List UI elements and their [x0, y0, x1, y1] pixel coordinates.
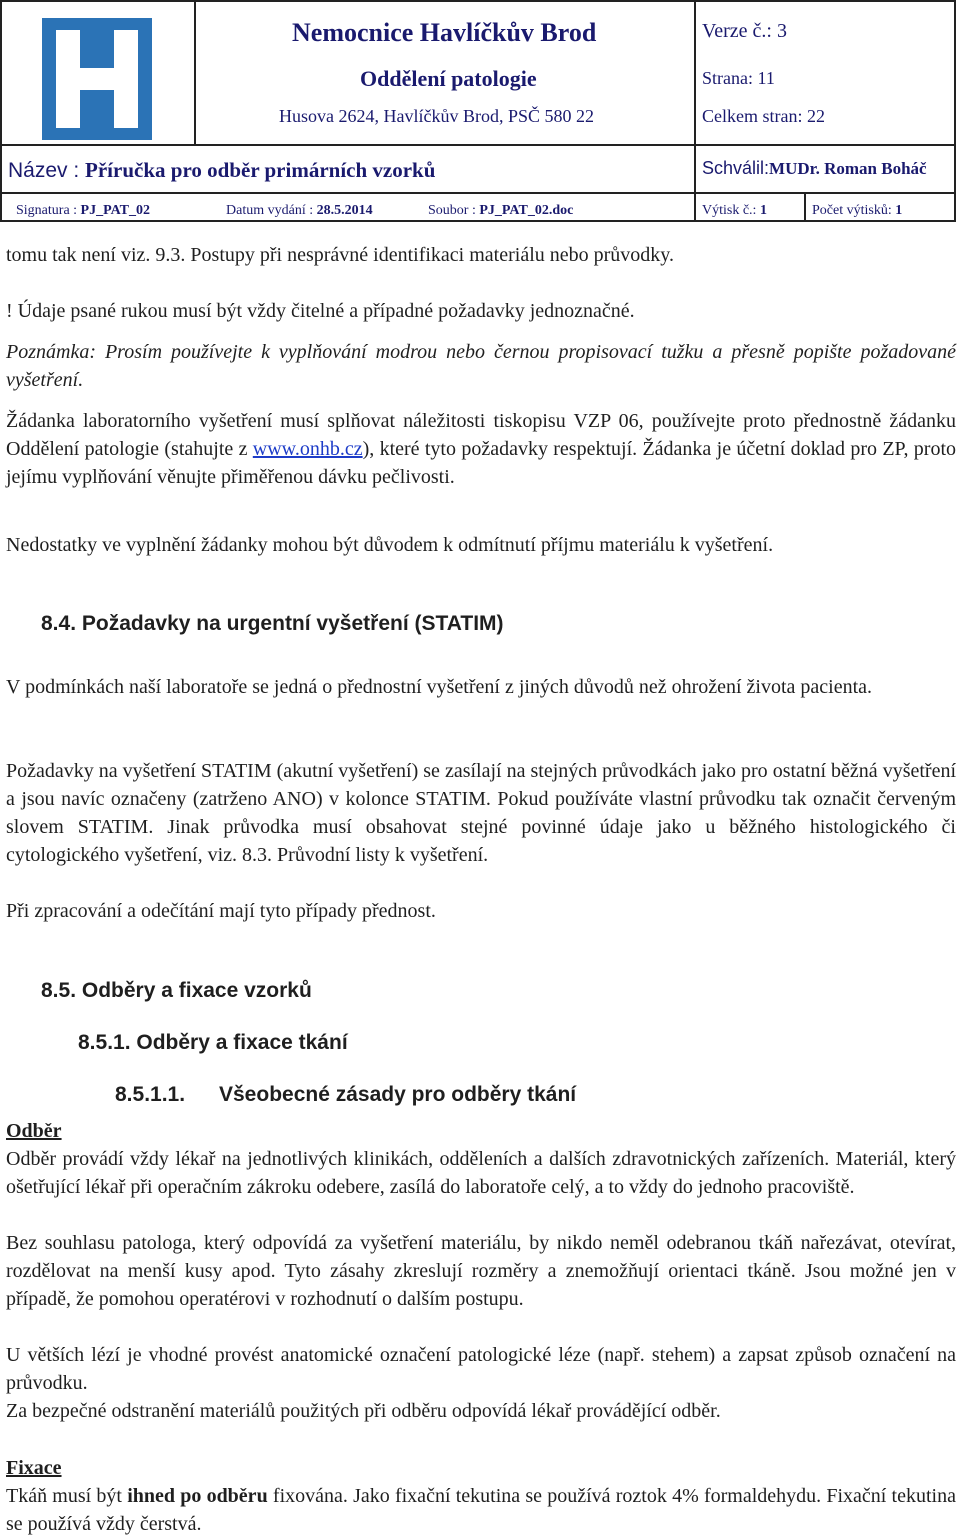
header-divider	[804, 192, 806, 220]
file-name-field: Soubor : PJ_PAT_02.doc	[428, 203, 574, 218]
paragraph: U větších lézí je vhodné provést anatomické označení patologické léze (např. stehem) a zapsat způsob označení na průvodku.	[6, 1344, 956, 1394]
approved-by-field: Schválil:MUDr. Roman Boháč	[702, 158, 927, 178]
paragraph: Nedostatky ve vyplnění žádanky mohou být důvodem k odmítnutí příjmu materiálu k vyšetření.	[6, 534, 774, 556]
subheading-odber: Odběr	[6, 1120, 62, 1142]
subheading-fixace: Fixace	[6, 1457, 62, 1479]
total-pages-field: Celkem stran: 22	[702, 106, 825, 126]
header-divider	[694, 2, 696, 220]
paragraph: Bez souhlasu patologa, který odpovídá za vyšetření materiálu, by nikdo neměl odebranou tkáň nařezávat, otevírat, rozdělovat na menší kusy apod. Tyto zásahy zkreslují rozměry a znemožňují orientaci tkáně. Jsou možné jen v případě, že pomohou operatérovi v rozhodnutí o dalším postupu.	[6, 1232, 956, 1310]
organization-name: Nemocnice Havlíčkův Brod	[292, 18, 597, 47]
page-number-field: Strana: 11	[702, 68, 775, 88]
print-count-field: Počet výtisků: 1	[812, 203, 903, 218]
paragraph: V podmínkách naší laboratoře se jedná o přednostní vyšetření z jiných důvodů než ohrožení života pacienta.	[6, 676, 873, 698]
hospital-logo	[42, 18, 152, 140]
website-link[interactable]: www.onhb.cz	[252, 438, 363, 460]
department-name: Oddělení patologie	[360, 66, 537, 91]
paragraph: tomu tak není viz. 9.3. Postupy při nesprávné identifikaci materiálu nebo průvodky.	[6, 244, 674, 266]
header-divider	[2, 144, 954, 146]
paragraph: Odběr provádí vždy lékař na jednotlivých klinikách, odděleních a dalších zdravotnických zařízeních. Materiál, který ošetřující lékař při operačním zákroku odebere, zasílá do laboratoře celý, a to vždy do jednoho pracoviště.	[6, 1148, 956, 1198]
paragraph: Při zpracování a odečítání mají tyto případy přednost.	[6, 900, 436, 922]
document-title-field: Název : Příručka pro odběr primárních vzorků	[8, 158, 436, 182]
signature-field: Signatura : PJ_PAT_02	[16, 203, 151, 218]
section-heading-8-5: 8.5. Odběry a fixace vzorků	[41, 979, 312, 1002]
print-number-field: Výtisk č.: 1	[702, 203, 767, 218]
note-paragraph: Poznámka: Prosím používejte k vyplňování modrou nebo černou propisovací tužku a přesně popište požadované vyšetření.	[6, 341, 956, 391]
address: Husova 2624, Havlíčkův Brod, PSČ 580 22	[279, 106, 594, 126]
header-divider	[2, 192, 954, 194]
section-heading-8-4: 8.4. Požadavky na urgentní vyšetření (STATIM)	[41, 612, 504, 635]
section-heading-8-5-1-1: 8.5.1.1. Všeobecné zásady pro odběry tkání	[115, 1083, 577, 1106]
paragraph: ! Údaje psané rukou musí být vždy čitelné a případné požadavky jednoznačné.	[6, 300, 635, 322]
paragraph: Požadavky na vyšetření STATIM (akutní vyšetření) se zasílají na stejných průvodkách jako pro ostatní běžná vyšetření a jsou navíc označeny (zatrženo ANO) v kolonce STATIM. Pokud používáte vlastní průvodku tak označit červeným slovem STATIM. Jinak průvodka musí obsahovat stejné povinné údaje jako u běžného histologického či cytologického vyšetření, viz. 8.3. Průvodní listy k vyšetření.	[6, 760, 956, 866]
paragraph: Žádanka laboratorního vyšetření musí splňovat náležitosti tiskopisu VZP 06, používejte proto přednostně žádanku Oddělení patologie (stahujte z www.onhb.cz), které tyto požadavky respektují. Žádanka je účetní doklad pro ZP, proto jejímu vyplňování věnujte přiměřenou dávku pečlivosti.	[6, 410, 957, 488]
header-divider	[194, 2, 196, 144]
section-heading-8-5-1: 8.5.1. Odběry a fixace tkání	[78, 1031, 348, 1054]
paragraph: Tkáň musí být ihned po odběru fixována. Jako fixační tekutina se používá roztok 4% formaldehydu. Fixační tekutina se používá vždy čerstvá.	[6, 1485, 956, 1535]
paragraph: Za bezpečné odstranění materiálů použitých při odběru odpovídá lékař provádějící odběr.	[6, 1400, 721, 1422]
document-header	[0, 0, 956, 222]
issue-date-field: Datum vydání : 28.5.2014	[226, 203, 373, 218]
version-field: Verze č.: 3	[702, 20, 787, 42]
